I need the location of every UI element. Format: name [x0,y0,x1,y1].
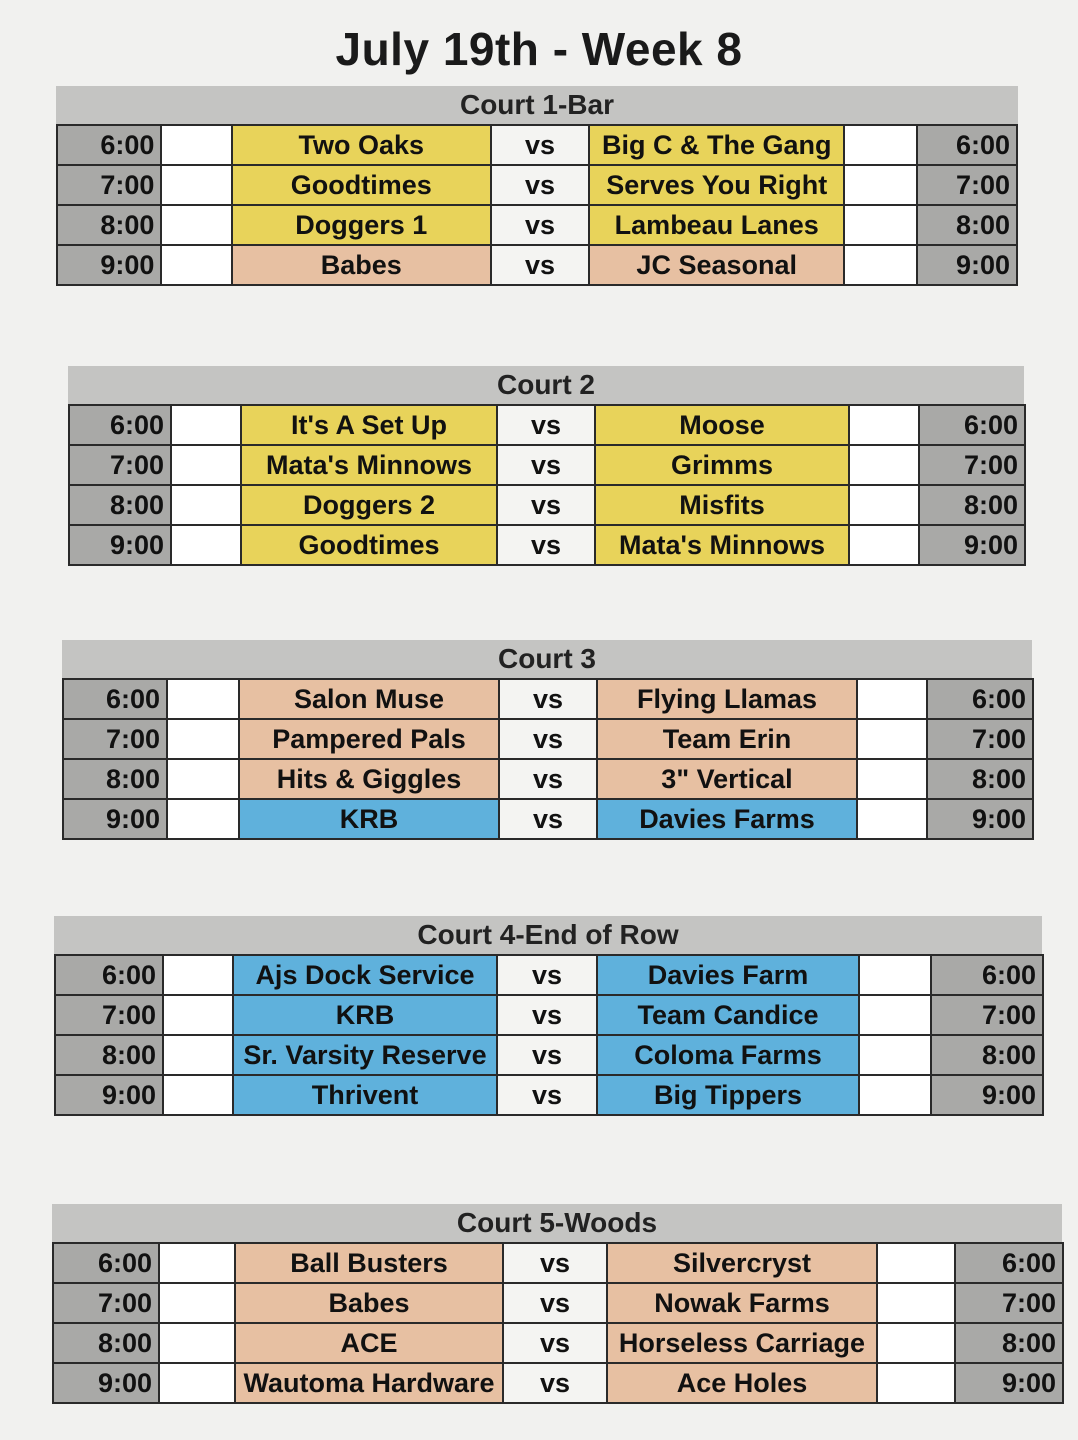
blank-cell [163,955,233,995]
time-cell: 6:00 [69,405,171,445]
time-cell-right: 7:00 [955,1283,1063,1323]
time-cell: 6:00 [55,955,163,995]
court-5-schedule [52,1204,1062,1404]
table-row [57,205,1017,245]
home-team: Thrivent [233,1075,497,1115]
away-team: Coloma Farms [597,1035,859,1075]
time-cell: 9:00 [57,245,161,285]
time-cell: 9:00 [53,1363,159,1403]
blank-cell [161,125,231,165]
blank-cell [849,525,919,565]
home-team: KRB [233,995,497,1035]
court-2-schedule [68,366,1024,566]
blank-cell [844,205,916,245]
home-team: Hits & Giggles [239,759,499,799]
blank-cell [159,1243,235,1283]
time-cell-right: 7:00 [927,719,1033,759]
home-team: Two Oaks [232,125,491,165]
blank-cell [161,245,231,285]
time-cell: 7:00 [55,995,163,1035]
table-row [63,679,1033,719]
blank-cell [171,525,241,565]
blank-cell [161,165,231,205]
away-team: Horseless Carriage [607,1323,877,1363]
vs-label: vs [497,1035,597,1075]
blank-cell [877,1243,955,1283]
away-team: Misfits [595,485,849,525]
home-team: Salon Muse [239,679,499,719]
blank-cell [171,445,241,485]
time-cell-right: 6:00 [955,1243,1063,1283]
blank-cell [163,995,233,1035]
away-team: Nowak Farms [607,1283,877,1323]
vs-label: vs [491,125,589,165]
court-header: Court 4-End of Row [54,916,1042,954]
schedule-table [54,954,1044,1116]
time-cell: 8:00 [53,1323,159,1363]
time-cell: 9:00 [55,1075,163,1115]
blank-cell [171,485,241,525]
blank-cell [877,1323,955,1363]
schedule-table [62,678,1034,840]
table-row [55,955,1043,995]
away-team: Team Erin [597,719,857,759]
table-row [63,759,1033,799]
blank-cell [859,995,931,1035]
schedule-table [52,1242,1064,1404]
away-team: Moose [595,405,849,445]
vs-label: vs [497,525,595,565]
court-header: Court 5-Woods [52,1204,1062,1242]
blank-cell [171,405,241,445]
blank-cell [857,799,927,839]
blank-cell [859,955,931,995]
home-team: Doggers 1 [232,205,491,245]
away-team: Grimms [595,445,849,485]
blank-cell [849,405,919,445]
time-cell: 8:00 [57,205,161,245]
time-cell-right: 6:00 [919,405,1025,445]
vs-label: vs [497,955,597,995]
court-4-schedule [54,916,1042,1116]
blank-cell [167,799,239,839]
time-cell-right: 8:00 [919,485,1025,525]
blank-cell [159,1283,235,1323]
time-cell: 8:00 [63,759,167,799]
time-cell-right: 9:00 [919,525,1025,565]
away-team: Flying Llamas [597,679,857,719]
home-team: Mata's Minnows [241,445,497,485]
away-team: Davies Farms [597,799,857,839]
vs-label: vs [503,1243,607,1283]
time-cell-right: 8:00 [917,205,1017,245]
blank-cell [844,165,916,205]
blank-cell [163,1075,233,1115]
time-cell-right: 6:00 [917,125,1017,165]
blank-cell [877,1363,955,1403]
table-row [53,1363,1063,1403]
home-team: Goodtimes [232,165,491,205]
home-team: Doggers 2 [241,485,497,525]
court-header: Court 3 [62,640,1032,678]
vs-label: vs [499,679,597,719]
blank-cell [857,679,927,719]
time-cell-right: 6:00 [931,955,1043,995]
time-cell-right: 7:00 [917,165,1017,205]
vs-label: vs [497,405,595,445]
court-3-schedule [62,640,1032,840]
vs-label: vs [499,799,597,839]
time-cell: 9:00 [69,525,171,565]
table-row [53,1243,1063,1283]
time-cell: 6:00 [53,1243,159,1283]
blank-cell [159,1323,235,1363]
away-team: Lambeau Lanes [589,205,844,245]
blank-cell [849,445,919,485]
blank-cell [844,245,916,285]
blank-cell [167,679,239,719]
time-cell-right: 8:00 [927,759,1033,799]
time-cell-right: 9:00 [917,245,1017,285]
home-team: Wautoma Hardware [235,1363,503,1403]
home-team: Babes [235,1283,503,1323]
table-row [55,1075,1043,1115]
table-row [53,1283,1063,1323]
home-team: Goodtimes [241,525,497,565]
vs-label: vs [503,1323,607,1363]
home-team: ACE [235,1323,503,1363]
home-team: Sr. Varsity Reserve [233,1035,497,1075]
court-header: Court 2 [68,366,1024,404]
blank-cell [857,719,927,759]
blank-cell [859,1035,931,1075]
blank-cell [163,1035,233,1075]
blank-cell [167,759,239,799]
away-team: Serves You Right [589,165,844,205]
table-row [53,1323,1063,1363]
away-team: Ace Holes [607,1363,877,1403]
table-row [57,125,1017,165]
time-cell-right: 7:00 [919,445,1025,485]
page-title: July 19th - Week 8 [335,23,743,75]
schedule-table [56,124,1018,286]
time-cell: 7:00 [53,1283,159,1323]
court-header: Court 1-Bar [56,86,1018,124]
time-cell: 7:00 [69,445,171,485]
table-row [69,405,1025,445]
time-cell-right: 8:00 [931,1035,1043,1075]
table-row [57,165,1017,205]
time-cell-right: 6:00 [927,679,1033,719]
blank-cell [857,759,927,799]
time-cell-right: 9:00 [931,1075,1043,1115]
vs-label: vs [499,759,597,799]
away-team: Silvercryst [607,1243,877,1283]
home-team: Babes [232,245,491,285]
home-team: KRB [239,799,499,839]
table-row [69,485,1025,525]
table-row [57,245,1017,285]
home-team: It's A Set Up [241,405,497,445]
home-team: Ball Busters [235,1243,503,1283]
away-team: Big Tippers [597,1075,859,1115]
vs-label: vs [503,1283,607,1323]
home-team: Pampered Pals [239,719,499,759]
time-cell: 9:00 [63,799,167,839]
vs-label: vs [491,245,589,285]
vs-label: vs [497,1075,597,1115]
table-row [63,719,1033,759]
away-team: Team Candice [597,995,859,1035]
away-team: Davies Farm [597,955,859,995]
blank-cell [844,125,916,165]
vs-label: vs [491,165,589,205]
table-row [69,525,1025,565]
blank-cell [877,1283,955,1323]
court-1-schedule [56,86,1018,286]
away-team: JC Seasonal [589,245,844,285]
vs-label: vs [497,445,595,485]
table-row [55,1035,1043,1075]
time-cell-right: 7:00 [931,995,1043,1035]
time-cell-right: 9:00 [955,1363,1063,1403]
away-team: 3" Vertical [597,759,857,799]
time-cell: 6:00 [57,125,161,165]
vs-label: vs [497,485,595,525]
time-cell-right: 9:00 [927,799,1033,839]
time-cell: 8:00 [69,485,171,525]
vs-label: vs [499,719,597,759]
table-row [69,445,1025,485]
blank-cell [849,485,919,525]
vs-label: vs [497,995,597,1035]
table-row [55,995,1043,1035]
time-cell: 6:00 [63,679,167,719]
time-cell: 8:00 [55,1035,163,1075]
time-cell: 7:00 [57,165,161,205]
table-row [63,799,1033,839]
vs-label: vs [503,1363,607,1403]
blank-cell [159,1363,235,1403]
time-cell: 7:00 [63,719,167,759]
time-cell-right: 8:00 [955,1323,1063,1363]
blank-cell [167,719,239,759]
away-team: Big C & The Gang [589,125,844,165]
home-team: Ajs Dock Service [233,955,497,995]
away-team: Mata's Minnows [595,525,849,565]
vs-label: vs [491,205,589,245]
blank-cell [859,1075,931,1115]
schedule-table [68,404,1026,566]
blank-cell [161,205,231,245]
